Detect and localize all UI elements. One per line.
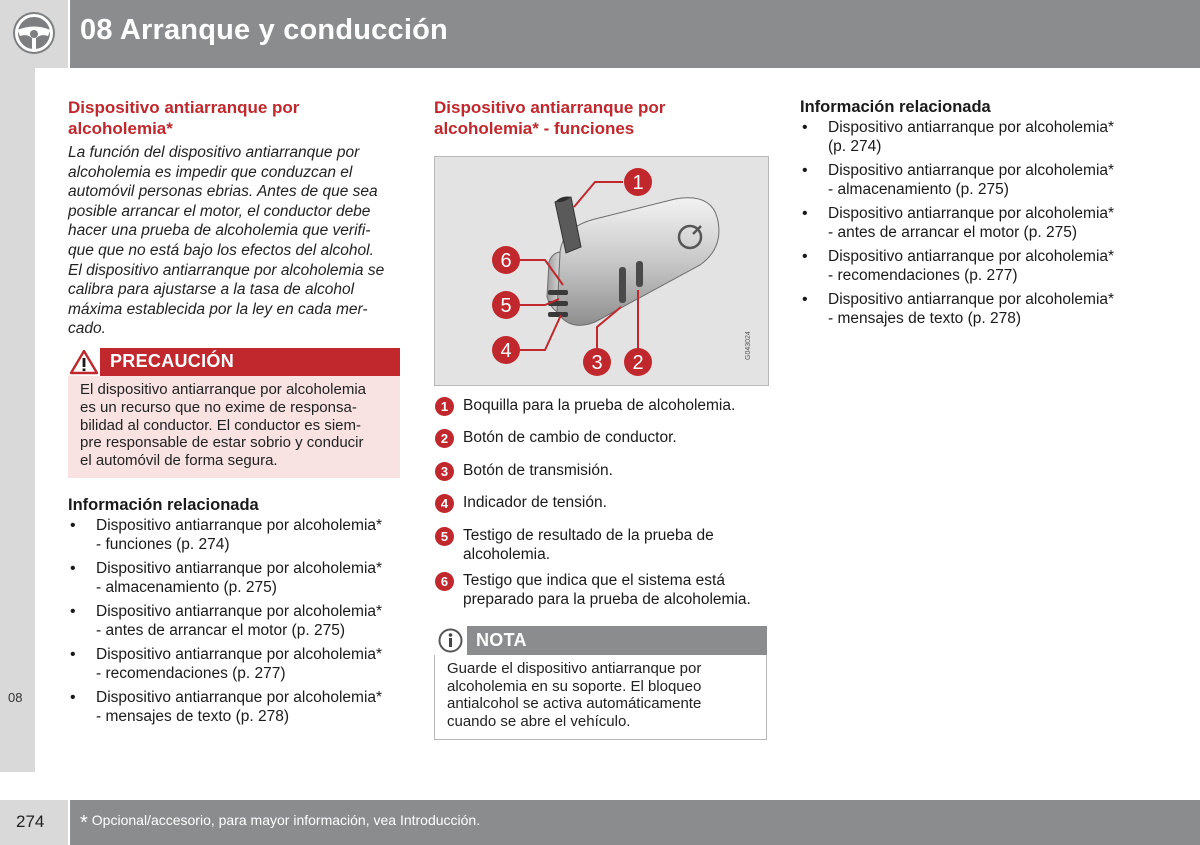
intro-line: calibra para ajustarse a la tasa de alcohol: [68, 281, 355, 299]
left-section: [68, 97, 403, 339]
related-link[interactable]: [800, 290, 1145, 328]
note-line: Guarde el dispositivo antiarranque por: [447, 660, 702, 677]
note-line: cuando se abre el vehículo.: [447, 712, 631, 730]
warning-line: es un recurso que no exime de responsa-: [80, 398, 357, 416]
related-link[interactable]: [800, 247, 1145, 285]
chapter-side-tab: [0, 68, 35, 772]
footnote: [80, 812, 480, 835]
footnote-text: Opcional/accesorio, para mayor información, vea Introducción.: [91, 812, 481, 828]
intro-line: posible arrancar el motor, el conductor debe: [68, 202, 371, 220]
intro-paragraph: [68, 143, 403, 339]
warning-icon-container: [68, 348, 100, 376]
related-link[interactable]: [68, 645, 408, 683]
warning-line: el automóvil de forma segura.: [80, 452, 278, 470]
callout-label: 6: [500, 250, 512, 272]
section-title-line: alcoholemia*: [68, 119, 173, 138]
note-line: antialcohol se activa automáticamente: [447, 695, 702, 712]
header-logo-area: [0, 0, 68, 68]
callout-label: 1: [632, 172, 644, 194]
note-title: NOTA: [476, 630, 527, 650]
warning-text: [80, 381, 392, 470]
related-info-title: Información relacionada: [68, 496, 259, 514]
intro-line: La función del dispositivo antiarranque por: [68, 144, 360, 161]
related-link-text: Dispositivo antiarranque por alcoholemia*: [828, 205, 1115, 222]
device-illustration: [434, 156, 769, 386]
related-link-text: - mensajes de texto (p. 278): [828, 310, 1021, 327]
legend-line: preparado para la prueba de alcoholemia.: [463, 591, 751, 608]
legend-number: 2: [435, 429, 454, 448]
related-link[interactable]: [800, 118, 1145, 156]
section-title: [434, 97, 774, 139]
warning-triangle-icon: [68, 348, 100, 376]
related-link-text: - antes de arrancar el motor (p. 275): [828, 224, 1077, 241]
section-title-line: alcoholemia* - funciones: [434, 119, 635, 138]
intro-line: hacer una prueba de alcoholemia que verifi-: [68, 222, 371, 240]
left-related-info: [68, 495, 408, 731]
right-related-info: [800, 97, 1145, 333]
section-title-line: Dispositivo antiarranque por: [68, 98, 300, 117]
related-link-text: Dispositivo antiarranque por alcoholemia*: [96, 646, 383, 663]
legend-line: Testigo que indica que el sistema está: [463, 572, 725, 589]
related-link-text: Dispositivo antiarranque por alcoholemia*: [828, 162, 1115, 179]
warning-line: El dispositivo antiarranque por alcoholemia: [80, 381, 366, 398]
related-link[interactable]: [68, 559, 408, 597]
legend-number: 4: [435, 494, 454, 513]
related-info-title: Información relacionada: [800, 98, 991, 116]
related-link[interactable]: [68, 602, 408, 640]
intro-line: automóvil personas ebrias. Antes de que sea: [68, 183, 378, 201]
related-link-text: Dispositivo antiarranque por alcoholemia*: [828, 119, 1115, 136]
callout-label: 2: [632, 352, 644, 374]
chapter-title: 08 Arranque y conducción: [80, 14, 448, 46]
legend-number: 6: [435, 572, 454, 591]
intro-line: máxima establecida por la ley en cada mer-: [68, 300, 368, 318]
middle-section: [434, 97, 774, 139]
legend-line: Boquilla para la prueba de alcoholemia.: [463, 397, 736, 414]
related-link-text: - almacenamiento (p. 275): [828, 181, 1009, 198]
section-title: [68, 97, 403, 139]
related-link-text: Dispositivo antiarranque por alcoholemia*: [96, 689, 383, 706]
footnote-star: *: [80, 812, 88, 834]
warning-title: PRECAUCIÓN: [110, 351, 235, 371]
legend-text: [463, 396, 773, 415]
legend-line: Botón de transmisión.: [463, 462, 613, 479]
related-link-text: - recomendaciones (p. 277): [828, 267, 1018, 284]
related-link[interactable]: [68, 516, 408, 554]
note-text: [447, 660, 757, 730]
related-link[interactable]: [800, 204, 1145, 242]
related-link-text: Dispositivo antiarranque por alcoholemia*: [96, 603, 383, 620]
page-number: 274: [16, 812, 45, 831]
related-link-text: Dispositivo antiarranque por alcoholemia*: [828, 291, 1115, 308]
related-link-text: (p. 274): [828, 138, 882, 155]
steering-wheel-icon: [0, 0, 68, 68]
related-link-text: - mensajes de texto (p. 278): [96, 708, 289, 725]
related-link[interactable]: [68, 688, 408, 726]
legend-text: [463, 571, 773, 609]
legend-text: [463, 493, 773, 512]
intro-line: El dispositivo antiarranque por alcoholemia se: [68, 261, 385, 279]
note-icon-container: [434, 626, 467, 655]
callout-label: 5: [500, 295, 512, 317]
related-link-text: Dispositivo antiarranque por alcoholemia*: [96, 517, 383, 534]
legend-number: 1: [435, 397, 454, 416]
intro-line: cado.: [68, 320, 106, 338]
info-icon: [434, 626, 467, 655]
note-line: alcoholemia en su soporte. El bloqueo: [447, 677, 702, 695]
warning-line: pre responsable de estar sobrio y conducir: [80, 434, 364, 452]
intro-line: que que no está bajo los efectos del alcohol.: [68, 241, 374, 259]
legend-line: Testigo de resultado de la prueba de: [463, 527, 714, 544]
breathalyzer-illustration: [435, 157, 768, 385]
legend-text: [463, 461, 773, 480]
legend-number: 5: [435, 527, 454, 546]
legend-line: Indicador de tensión.: [463, 494, 607, 511]
related-link-text: Dispositivo antiarranque por alcoholemia*: [828, 248, 1115, 265]
figure-code: G043024: [745, 331, 752, 360]
legend-text: [463, 428, 773, 447]
intro-line: alcoholemia es impedir que conduzcan el: [68, 163, 353, 181]
related-link-text: - recomendaciones (p. 277): [96, 665, 286, 682]
legend-number: 3: [435, 462, 454, 481]
callout-label: 4: [500, 340, 512, 362]
warning-line: bilidad al conductor. El conductor es siem-: [80, 416, 361, 434]
related-link-text: Dispositivo antiarranque por alcoholemia*: [96, 560, 383, 577]
callout-label: 3: [591, 352, 603, 374]
related-link-text: - almacenamiento (p. 275): [96, 579, 277, 596]
related-link-text: - antes de arrancar el motor (p. 275): [96, 622, 345, 639]
legend-text: [463, 526, 773, 564]
legend-line: Botón de cambio de conductor.: [463, 429, 677, 446]
related-link-text: - funciones (p. 274): [96, 536, 230, 553]
related-link[interactable]: [800, 161, 1145, 199]
legend-line: alcoholemia.: [463, 546, 551, 563]
section-title-line: Dispositivo antiarranque por: [434, 98, 666, 117]
chapter-side-tab-label: 08: [8, 690, 23, 705]
